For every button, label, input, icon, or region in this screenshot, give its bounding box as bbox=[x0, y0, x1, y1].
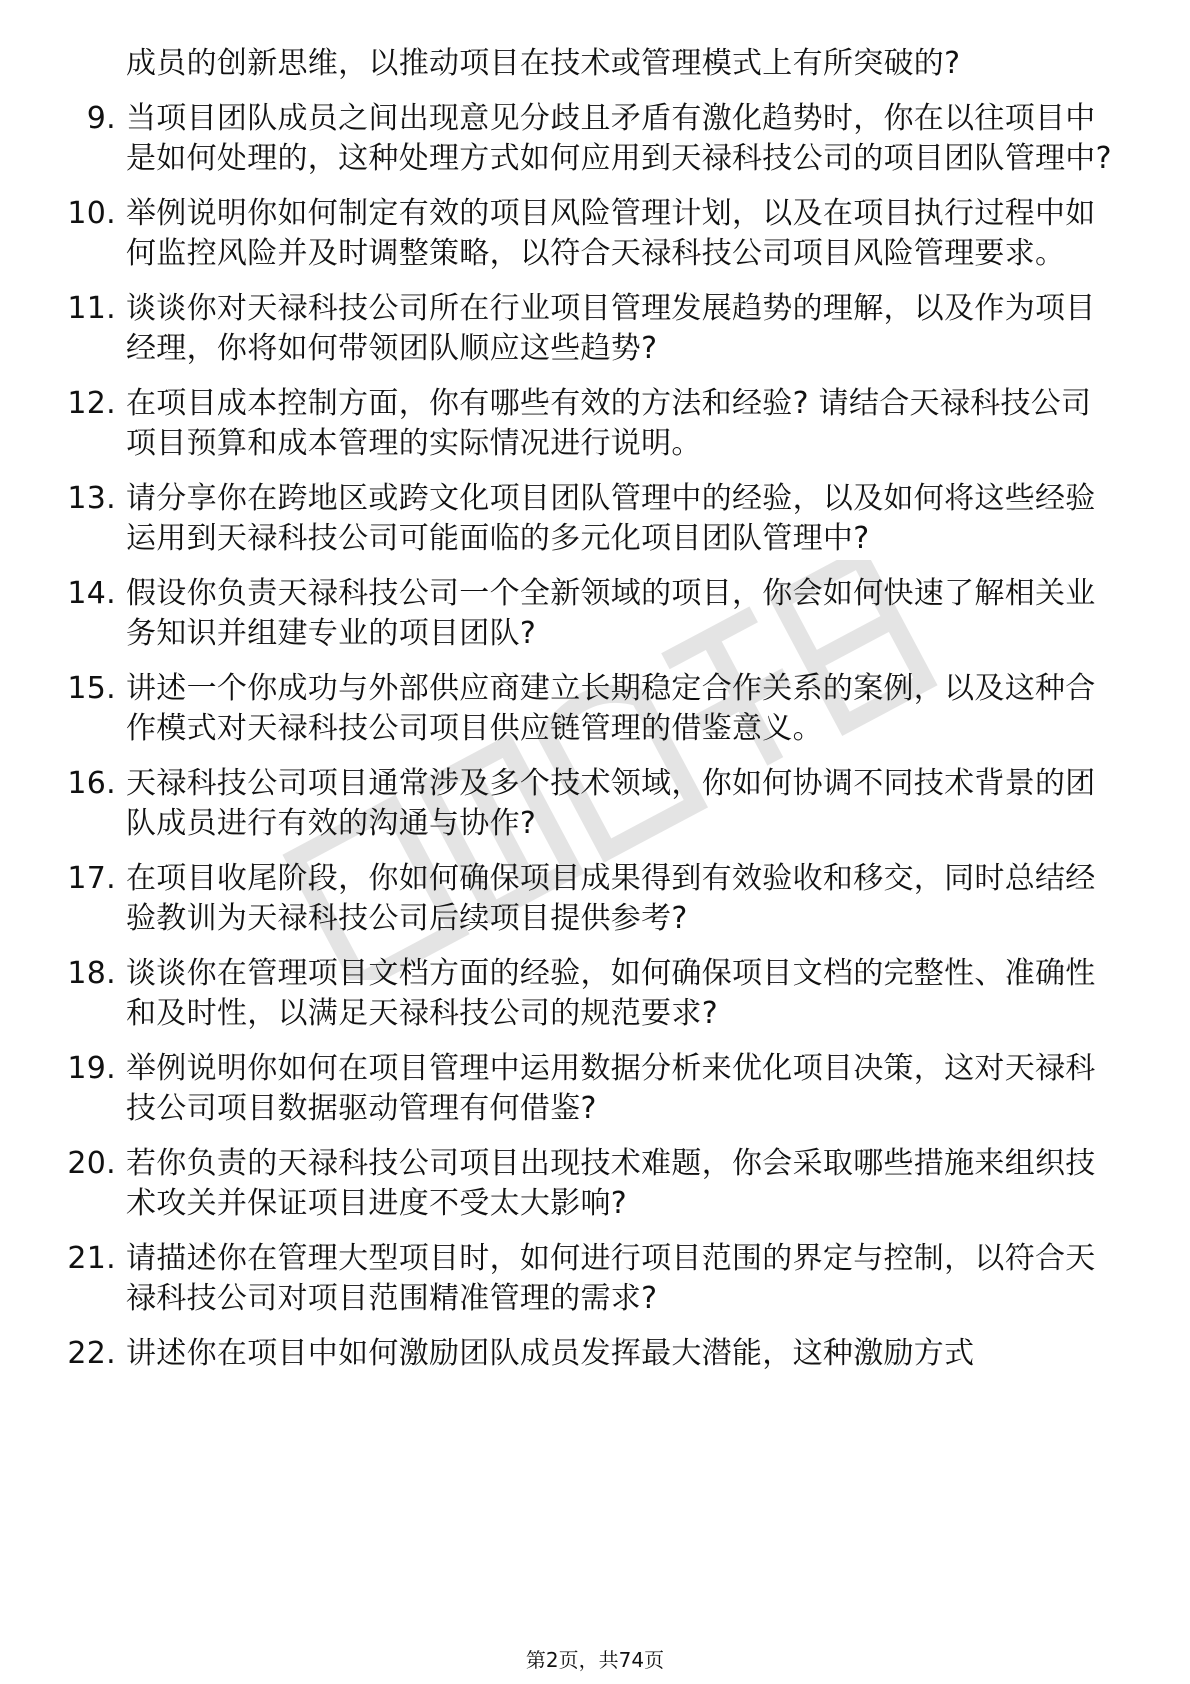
question-text: 成员的创新思维，以推动项目在技术或管理模式上有所突破的? bbox=[126, 46, 961, 81]
question-number: 9. bbox=[86, 100, 116, 136]
question-number: 13. bbox=[67, 480, 116, 516]
question-text: 讲述你在项目中如何激励团队成员发挥最大潜能，这种激励方式 bbox=[126, 1335, 975, 1371]
question-number: 12. bbox=[67, 385, 116, 421]
list-item bbox=[60, 194, 1120, 275]
question-text: 谈谈你对天禄科技公司所在行业项目管理发展趋势的理解，以及作为项目经理，你将如何带领团队顺应这些趋势? bbox=[126, 290, 1096, 366]
question-number: 15. bbox=[67, 670, 116, 706]
continued-question bbox=[60, 44, 1120, 85]
question-text: 在项目成本控制方面，你有哪些有效的方法和经验? 请结合天禄科技公司项目预算和成本管理的实际情况进行说明。 bbox=[126, 385, 1092, 461]
list-item bbox=[60, 99, 1120, 180]
list-item bbox=[60, 1239, 1120, 1320]
list-item bbox=[60, 384, 1120, 465]
question-number: 14. bbox=[67, 575, 116, 611]
list-item bbox=[60, 954, 1120, 1035]
list-item bbox=[60, 574, 1120, 655]
question-number: 18. bbox=[67, 955, 116, 991]
list-item bbox=[60, 764, 1120, 845]
list-item bbox=[60, 289, 1120, 370]
question-text: 假设你负责天禄科技公司一个全新领域的项目，你会如何快速了解相关业务知识并组建专业的项目团队? bbox=[126, 575, 1096, 651]
question-text: 在项目收尾阶段，你如何确保项目成果得到有效验收和移交，同时总结经验教训为天禄科技公司后续项目提供参考? bbox=[126, 860, 1096, 936]
question-text: 讲述一个你成功与外部供应商建立长期稳定合作关系的案例，以及这种合作模式对天禄科技公司项目供应链管理的借鉴意义。 bbox=[126, 670, 1096, 746]
list-item bbox=[60, 1049, 1120, 1130]
question-number: 21. bbox=[67, 1240, 116, 1276]
question-text: 若你负责的天禄科技公司项目出现技术难题，你会采取哪些措施来组织技术攻关并保证项目进度不受太大影响? bbox=[126, 1145, 1096, 1221]
question-text: 请描述你在管理大型项目时，如何进行项目范围的界定与控制，以符合天禄科技公司对项目范围精准管理的需求? bbox=[126, 1240, 1096, 1316]
question-number: 11. bbox=[67, 290, 116, 326]
question-text: 谈谈你在管理项目文档方面的经验，如何确保项目文档的完整性、准确性和及时性，以满足天禄科技公司的规范要求? bbox=[126, 955, 1096, 1031]
question-text: 举例说明你如何制定有效的项目风险管理计划，以及在项目执行过程中如何监控风险并及时调整策略，以符合天禄科技公司项目风险管理要求。 bbox=[126, 195, 1096, 271]
question-number: 16. bbox=[67, 765, 116, 801]
question-text: 当项目团队成员之间出现意见分歧且矛盾有激化趋势时，你在以往项目中是如何处理的，这种处理方式如何应用到天禄科技公司的项目团队管理中? bbox=[126, 100, 1112, 176]
question-text: 天禄科技公司项目通常涉及多个技术领域，你如何协调不同技术背景的团队成员进行有效的沟通与协作? bbox=[126, 765, 1096, 841]
question-text: 请分享你在跨地区或跨文化项目团队管理中的经验，以及如何将这些经验运用到天禄科技公司可能面临的多元化项目团队管理中? bbox=[126, 480, 1096, 556]
list-item bbox=[60, 1334, 1120, 1375]
question-number: 22. bbox=[67, 1335, 116, 1371]
question-number: 20. bbox=[67, 1145, 116, 1181]
question-number: 17. bbox=[67, 860, 116, 896]
list-item bbox=[60, 669, 1120, 750]
list-item bbox=[60, 1144, 1120, 1225]
question-text: 举例说明你如何在项目管理中运用数据分析来优化项目决策，这对天禄科技公司项目数据驱动管理有何借鉴? bbox=[126, 1050, 1096, 1126]
list-item bbox=[60, 859, 1120, 940]
page-footer: 第2页，共74页 bbox=[525, 1648, 665, 1672]
question-list bbox=[60, 44, 1120, 1388]
question-number: 10. bbox=[67, 195, 116, 231]
list-item bbox=[60, 479, 1120, 560]
question-number: 19. bbox=[67, 1050, 116, 1086]
